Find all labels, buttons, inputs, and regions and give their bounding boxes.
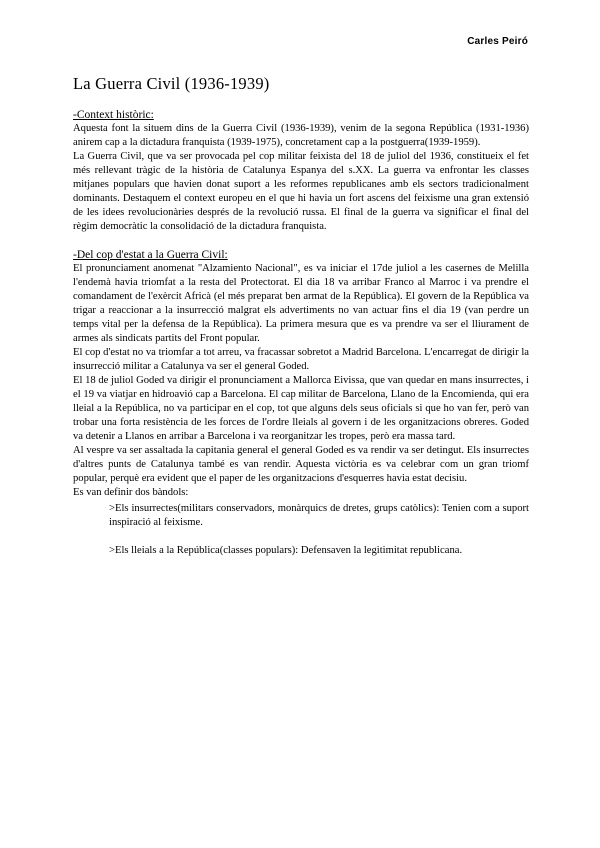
list-item: >Els lleials a la República(classes populars): Defensaven la legitimitat republicana.: [109, 545, 463, 556]
author-header: Carles Peiró: [467, 36, 528, 47]
document-body: [73, 74, 529, 572]
paragraph: El cop d'estat no va triomfar a tot arreu, va fracassar sobretot a Madrid Barcelona. L'encarregat de dirigir la insurrecció militar a Catalunya va ser el general Goded.: [73, 347, 529, 372]
section-context: [73, 108, 529, 234]
paragraph: La Guerra Civil, que va ser provocada pel cop militar feixista del 18 de juliol del 1936, constitueix el fet més rellevant tràgic de la història de Catalunya Espanya del s.XX. La guerra va enfrontar les classes mitjanes populars que havien donat suport a les reformes republicanes amb els sectors tradicionalment dominants. Destaquem el context europeu en el que hi havia un fort ascens del feixisme una gran extensió de les idees revolucionàries després de la revolució russa. El final de la guerra va significar el final del règim democràtic la consolidació de la dictadura franquista.: [73, 151, 529, 232]
section-heading: -Del cop d'estat a la Guerra Civil:: [73, 249, 228, 261]
paragraph: El pronunciament anomenat "Alzamiento Nacional", es va iniciar el 17de juliol a les casernes de Melilla l'endemà havia triomfat a la resta del Protectorat. El dia 18 va arribar Franco al Marroc i va prendre el comandament de l'exèrcit Africà (el més preparat ben armat de la República). El govern de la República va trigar a reaccionar a la insurrecció malgrat els advertiments no van actuar fins el dia 19 (van perdre un temps vital per la defensa de la República). La primera mesura que es va prendre va ser el lliurament de armes als sindicats partits del Front popular.: [73, 263, 529, 344]
paragraph: Al vespre va ser assaltada la capitania general el general Goded es va rendir va ser detingut. Els insurrectes d'altres punts de Catalunya també es van rendir. Aquesta victòria es va celebrar com un gran triomf popular, perquè era evident que el paper de les organitzacions d'esquerres havia estat decisiu.: [73, 445, 529, 484]
paragraph: El 18 de juliol Goded va dirigir el pronunciament a Mallorca Eivissa, que van quedar en mans insurrectes, i el 19 va viatjar en hidroavió cap a Barcelona. El cap militar de Barcelona, Llano de la Encomienda, qui era lleial a la República, no va participar en el cop, tot que alguns dels seus oficials si que ho van fer, però van trobar una forta resistència de les forces de l'ordre lleials al govern i de les organitzacions obreres. Goded va detenir a Llanos en arribar a Barcelona i va reorganitzar les tropes, però era massa tard.: [73, 375, 529, 442]
document-title: La Guerra Civil (1936-1939): [73, 74, 270, 93]
sides-list: [109, 502, 529, 558]
section-heading: -Context històric:: [73, 109, 154, 121]
paragraph: Es van definir dos bàndols:: [73, 487, 189, 498]
paragraph: Aquesta font la situem dins de la Guerra Civil (1936-1939), venim de la segona República (1931-1936) anirem cap a la dictadura franquista (1939-1975), concretament cap a la postguerra(1939-1959).: [73, 123, 529, 148]
section-coup: [73, 248, 529, 558]
section-spacer: [73, 234, 529, 248]
list-item: >Els insurrectes(militars conservadors, monàrquics de dretes, grups catòlics): Tenien com a suport inspiració al feixisme.: [109, 503, 529, 528]
